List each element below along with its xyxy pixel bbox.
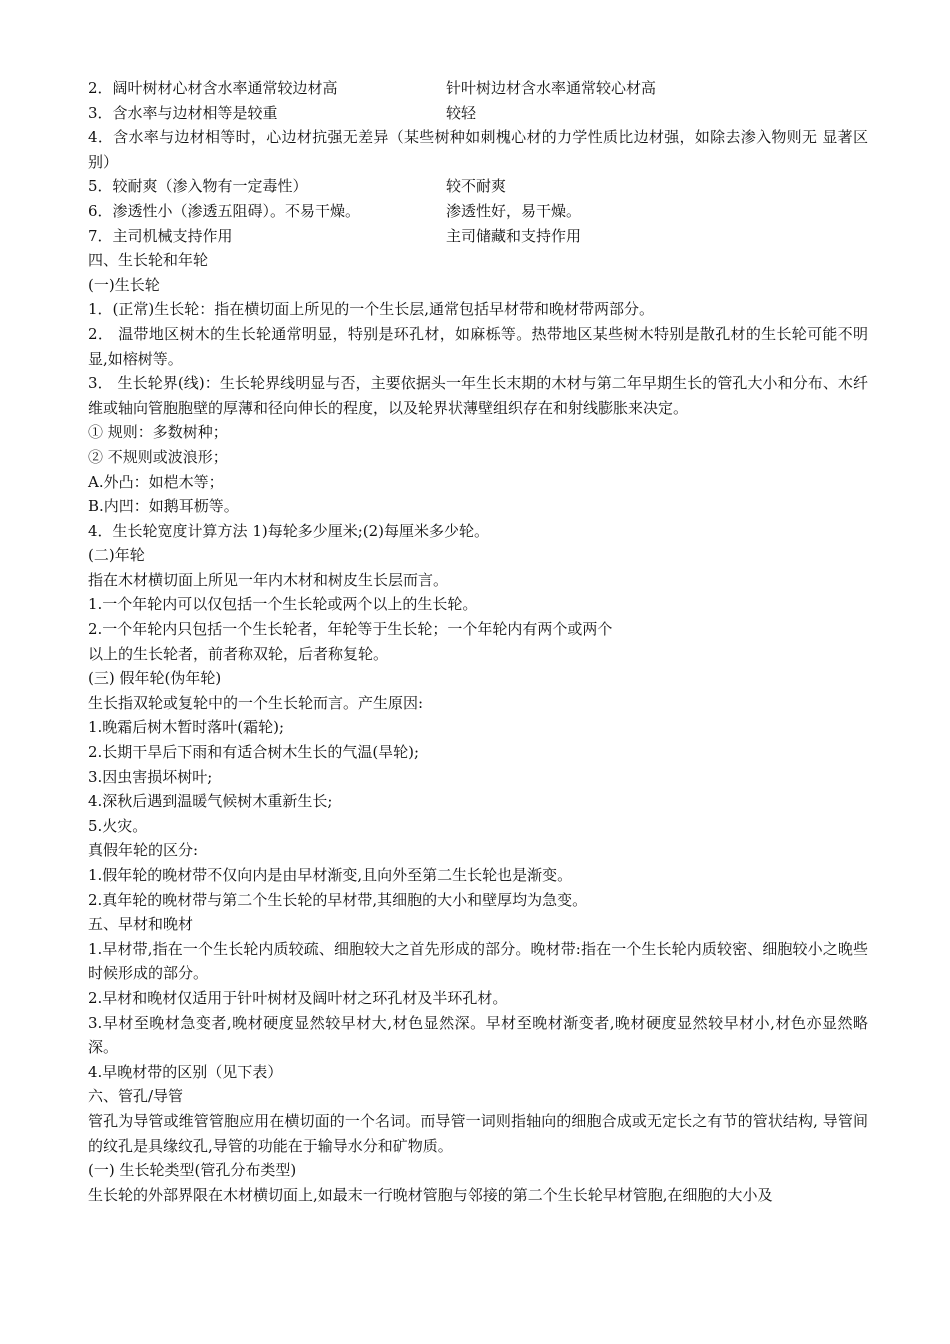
paragraph: 3． 生长轮界(线)：生长轮界线明显与否，主要依据头一年生长末期的木材与第二年早期生长的管孔大小和分布、木纤维或轴向管胞胞壁的厚薄和径向伸长的程度，以及轮界状薄壁组织存在和射线膨胀来决定。 [88,374,868,417]
paragraph-heading: 真假年轮的区分: [88,841,199,860]
paragraph: 生长指双轮或复轮中的一个生长轮而言。产生原因: [88,693,424,712]
sapwood-text: 主司储藏和支持作用 [446,226,582,245]
paragraph: 指在木材横切面上所见一年内木材和树皮生长层而言。 [88,570,449,589]
list-item: 1.一个年轮内可以仅包括一个生长轮或两个以上的生长轮。 [88,595,478,614]
list-item-continued: 以上的生长轮者，前者称双轮，后者称复轮。 [88,644,389,663]
list-item: 1.假年轮的晚材带不仅向内是由早材渐变,且向外至第二生长轮也是渐变。 [88,866,573,884]
list-item: 2.长期干旱后下雨和有适合树木生长的气温(旱轮); [88,743,420,762]
heartwood-text: 5．较耐爽（渗入物有一定毒性） [88,177,308,196]
list-item: A.外凸：如桤木等； [88,472,224,491]
paragraph: 生长轮的外部界限在木材横切面上,如最末一行晚材管胞与邻接的第二个生长轮早材管胞,在细胞的大小及 [88,1185,773,1204]
compare-row [88,101,868,126]
list-item: B.内凹：如鹅耳枥等。 [88,497,239,516]
list-item: ① 规则：多数树种； [88,423,228,442]
compare-row [88,199,868,224]
list-item: 1.晚霜后树木暂时落叶(霜轮); [88,718,285,737]
section-heading: 五、早材和晚材 [88,915,194,934]
paragraph: 管孔为导管或维管管胞应用在横切面的一个名词。而导管一词则指轴向的细胞合成或无定长之有节的管状结构, 导管间的纹孔是具缘纹孔,导管的功能在于输导水分和矿物质。 [88,1111,868,1155]
section-heading: 六、管孔/导管 [88,1087,184,1106]
heartwood-text: 2．阔叶树材心材含水率通常较边材高 [88,79,338,97]
paragraph: 1.早材带,指在一个生长轮内质较疏、细胞较大之首先形成的部分。晚材带:指在一个生长轮内质较密、细胞较小之晚些时候形成的部分。 [88,939,868,983]
compare-row [88,76,868,101]
list-item: 2.一个年轮内只包括一个生长轮者，年轮等于生长轮；一个年轮内有两个或两个 [88,620,613,639]
paragraph: 2． 温带地区树木的生长轮通常明显，特别是环孔材，如麻栎等。热带地区某些树木特别是散孔材的生长轮可能不明显,如榕树等。 [88,324,868,368]
paragraph: 2.早材和晚材仅适用于针叶树材及阔叶材之环孔材及半环孔材。 [88,988,508,1007]
compare-row [88,224,868,249]
heartwood-text: 6．渗透性小（渗透五阻碍）。不易干燥。 [88,201,361,220]
list-item: 3.因虫害损坏树叶; [88,767,213,786]
heartwood-text: 3．含水率与边材相等是较重 [88,103,278,122]
subsection-heading: (三) 假年轮(伪年轮) [88,669,222,688]
compare-row [88,174,868,199]
list-item: 2.真年轮的晚材带与第二个生长轮的早材带,其细胞的大小和壁厚均为急变。 [88,890,588,909]
subsection-heading: (二)年轮 [88,546,145,565]
sapwood-text: 针叶树边材含水率通常较心材高 [446,79,657,97]
list-item: ② 不规则或波浪形； [88,447,228,466]
sapwood-text: 较轻 [446,103,477,122]
list-item: 4.深秋后遇到温暖气候树木重新生长; [88,792,333,811]
sapwood-text: 渗透性好，易干燥。 [446,201,582,220]
paragraph: 4．生长轮宽度计算方法 1)每轮多少厘米;(2)每厘米多少轮。 [88,521,490,540]
document-page [88,76,868,1207]
heartwood-text: 7．主司机械支持作用 [88,226,233,245]
paragraph: 3.早材至晚材急变者,晚材硬度显然较早材大,材色显然深。早材至晚材渐变者,晚材硬度显然较早材小,材色亦显然略深。 [88,1013,868,1057]
paragraph: 4．含水率与边材相等时，心边材抗强无差异（某些树种如刺槐心材的力学性质比边材强，如除去渗入物则无 显著区别） [88,128,868,171]
section-heading: 四、生长轮和年轮 [88,251,209,270]
list-item: 5.火灾。 [88,816,148,835]
paragraph: 4.早晚材带的区别（见下表） [88,1062,283,1081]
sapwood-text: 较不耐爽 [446,177,507,196]
subsection-heading: (一) 生长轮类型(管孔分布类型) [88,1161,297,1180]
subsection-heading: (一)生长轮 [88,275,160,294]
paragraph: 1．(正常)生长轮：指在横切面上所见的一个生长层,通常包括早材带和晚材带两部分。 [88,300,655,319]
